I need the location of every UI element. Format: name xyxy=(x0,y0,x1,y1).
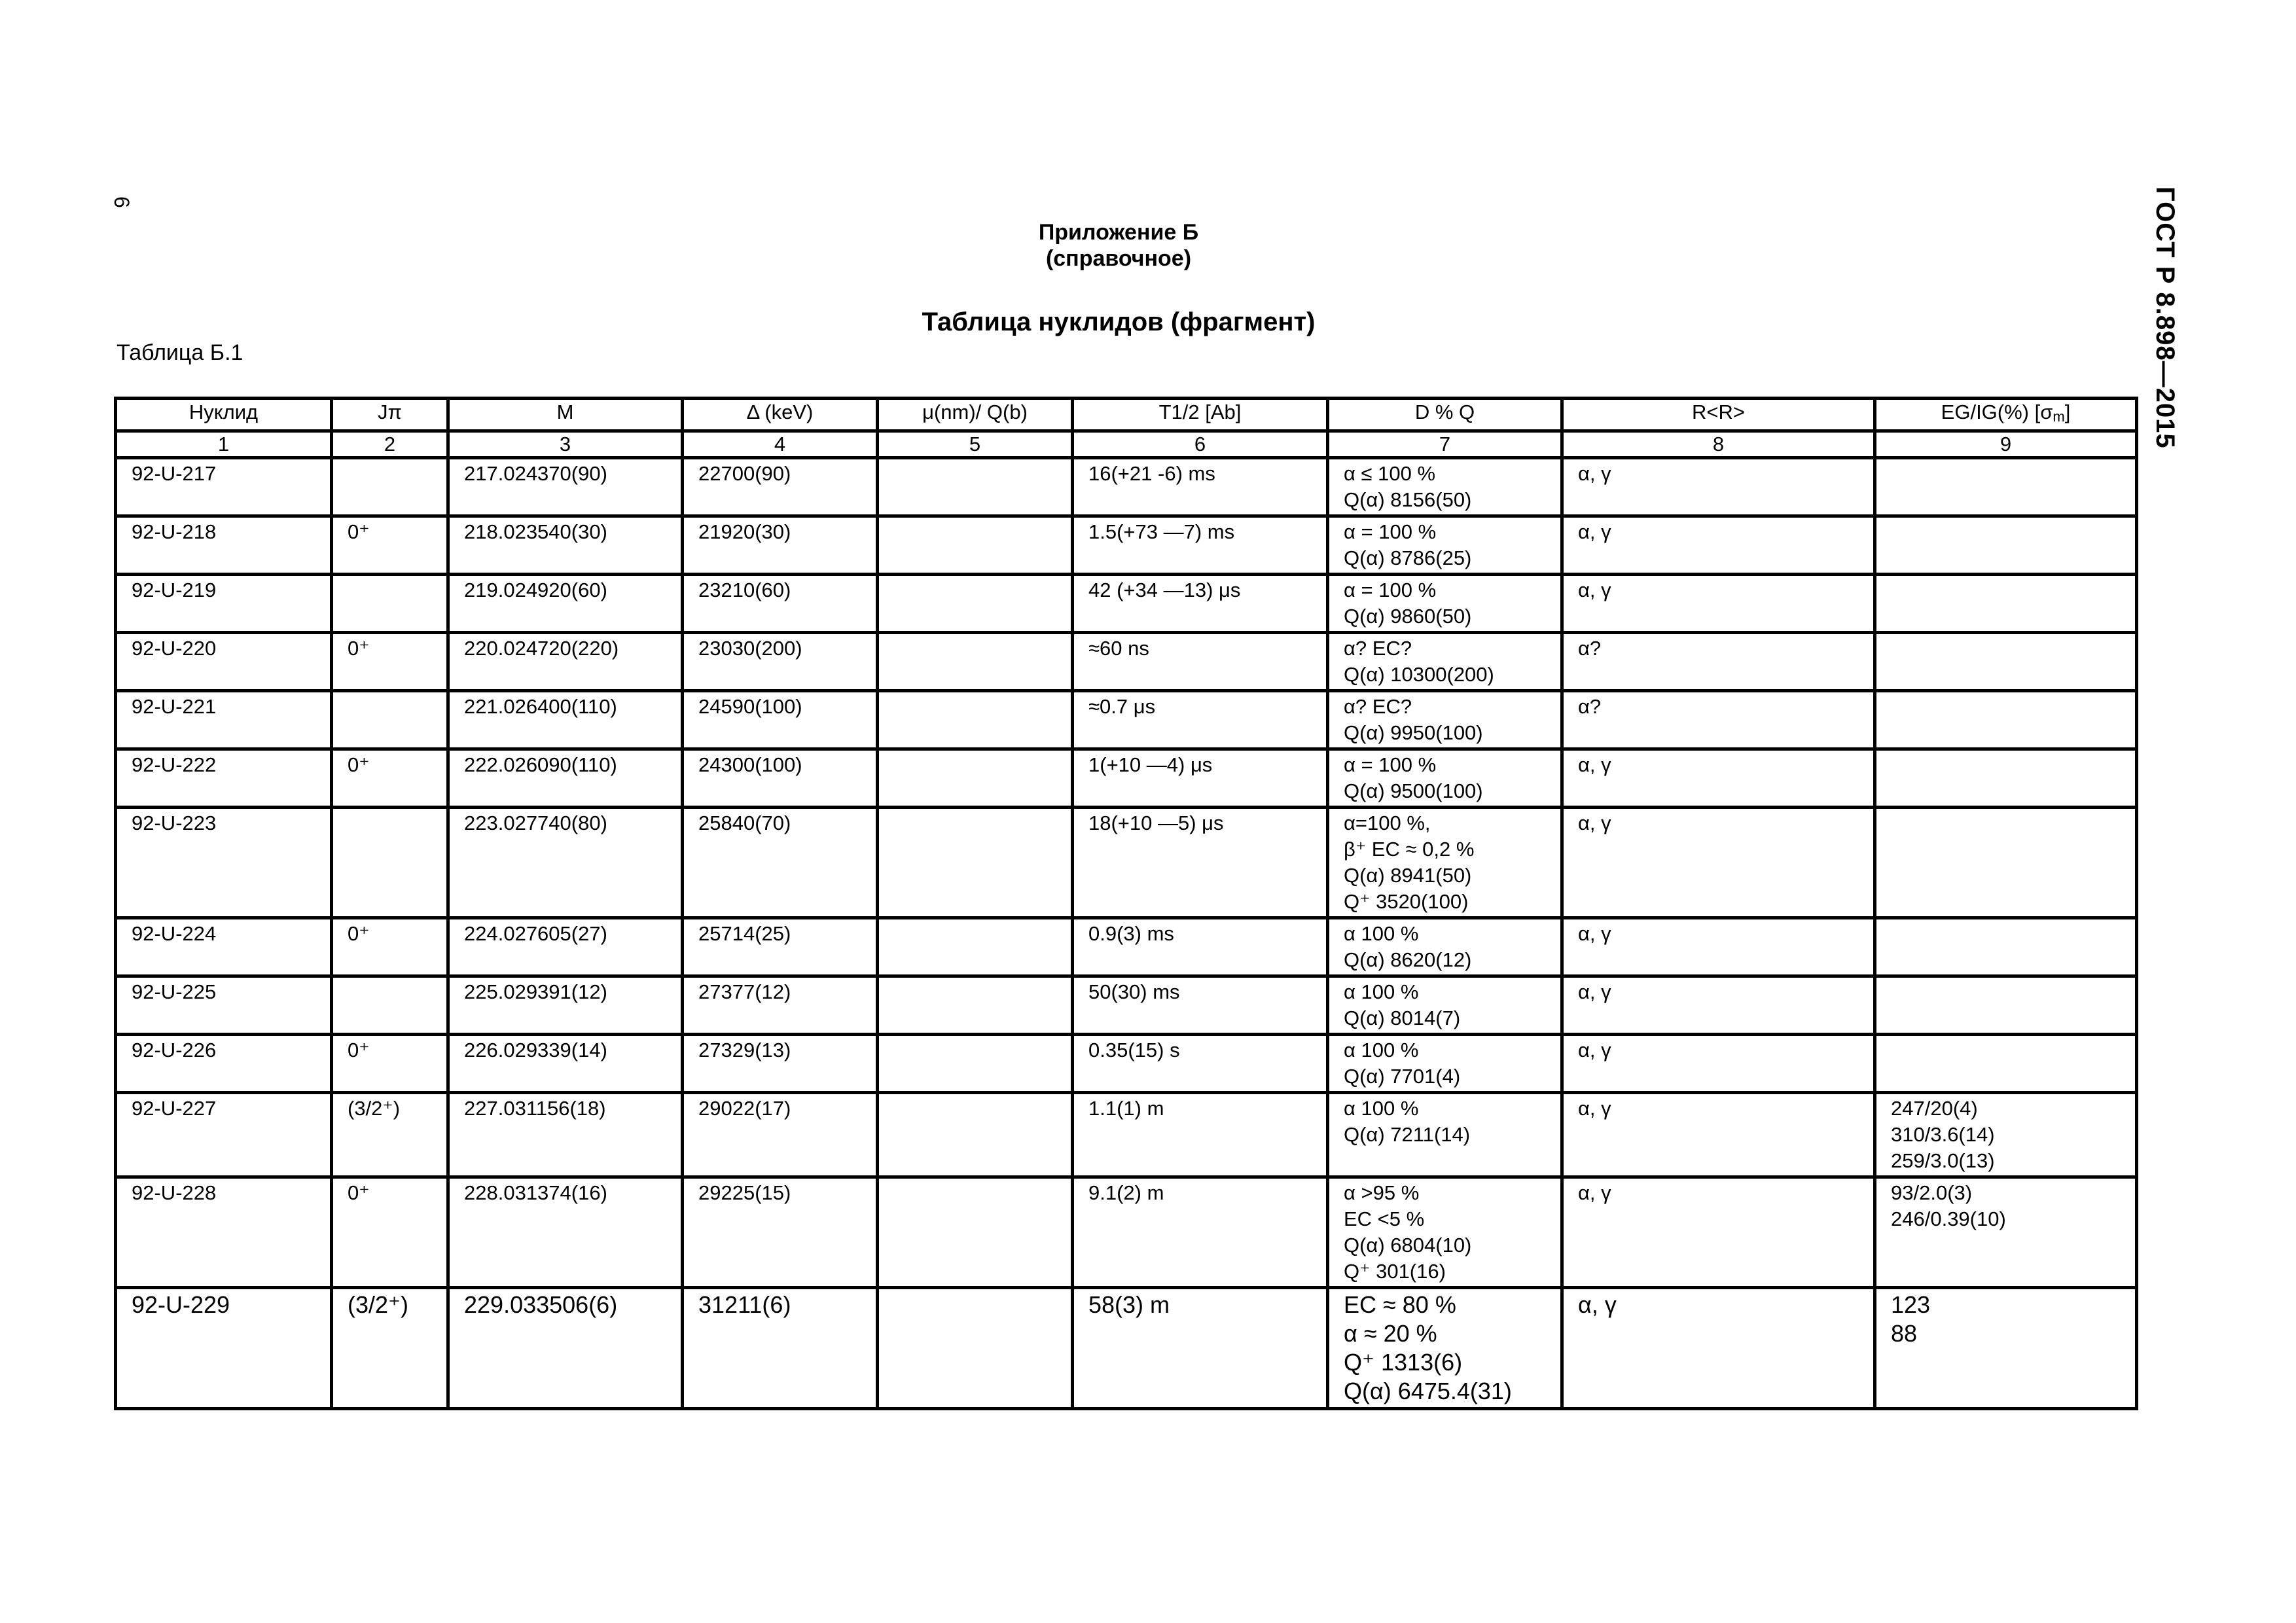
radiation-cell: α, γ xyxy=(1562,516,1875,575)
decay-line: Q(α) 9500(100) xyxy=(1344,779,1483,802)
decay-line: α 100 % xyxy=(1344,922,1419,945)
spin-parity-cell xyxy=(332,458,448,516)
gamma-energy-line: 246/0.39(10) xyxy=(1891,1207,2006,1230)
mass-cell: 217.024370(90) xyxy=(448,458,683,516)
nuclide-cell: 92-U-220 xyxy=(116,633,332,691)
spin-parity-cell: 0⁺ xyxy=(332,918,448,976)
decay-line: Q(α) 9950(100) xyxy=(1344,721,1483,744)
decay-line: α = 100 % xyxy=(1344,753,1437,776)
decay-line: α ≈ 20 % xyxy=(1344,1320,1437,1347)
nuclide-cell: 92-U-217 xyxy=(116,458,332,516)
decay-line: Q⁺ 301(16) xyxy=(1344,1260,1446,1283)
radiation-cell: α, γ xyxy=(1562,1093,1875,1177)
page-number: 6 xyxy=(110,196,134,208)
moment-cell xyxy=(878,749,1073,808)
half-life-cell: 1(+10 —4) μs xyxy=(1073,749,1328,808)
column-number: 5 xyxy=(878,431,1073,458)
decay-line: Q⁺ 3520(100) xyxy=(1344,890,1469,913)
decay-line: α? EC? xyxy=(1344,695,1412,718)
decay-line: α ≤ 100 % xyxy=(1344,462,1436,485)
nuclide-cell: 92-U-226 xyxy=(116,1035,332,1093)
table-header-row xyxy=(116,399,2137,431)
mass-excess-cell: 25714(25) xyxy=(683,918,878,976)
mass-cell: 223.027740(80) xyxy=(448,808,683,918)
radiation-cell: α, γ xyxy=(1562,1177,1875,1288)
half-life-cell: 58(3) m xyxy=(1073,1288,1328,1409)
table-body xyxy=(116,458,2137,1409)
table-label: Таблица Б.1 xyxy=(117,340,243,365)
column-number: 8 xyxy=(1562,431,1875,458)
decay-cell xyxy=(1328,1288,1562,1409)
gamma-energy-line: 259/3.0(13) xyxy=(1891,1149,1995,1172)
moment-cell xyxy=(878,1177,1073,1288)
radiation-cell: α, γ xyxy=(1562,575,1875,633)
moment-cell xyxy=(878,575,1073,633)
table-row xyxy=(116,633,2137,691)
decay-line: α 100 % xyxy=(1344,980,1419,1003)
spin-parity-cell: 0⁺ xyxy=(332,749,448,808)
decay-cell xyxy=(1328,691,1562,749)
table-row xyxy=(116,575,2137,633)
nuclide-cell: 92-U-224 xyxy=(116,918,332,976)
radiation-cell: α, γ xyxy=(1562,976,1875,1035)
decay-line: β⁺ EC ≈ 0,2 % xyxy=(1344,838,1475,861)
header-mu: μ(nm)/ Q(b) xyxy=(878,399,1073,431)
spin-parity-cell: 0⁺ xyxy=(332,1035,448,1093)
mass-cell: 221.026400(110) xyxy=(448,691,683,749)
mass-cell: 222.026090(110) xyxy=(448,749,683,808)
gamma-energy-line: 123 xyxy=(1891,1291,1931,1318)
gamma-energy-cell xyxy=(1875,516,2137,575)
decay-line: α = 100 % xyxy=(1344,579,1437,601)
header-radiation: R<R> xyxy=(1562,399,1875,431)
nuclide-cell: 92-U-223 xyxy=(116,808,332,918)
decay-cell xyxy=(1328,458,1562,516)
table-row xyxy=(116,976,2137,1035)
decay-line: Q(α) 8941(50) xyxy=(1344,864,1472,887)
decay-line: Q⁺ 1313(6) xyxy=(1344,1349,1463,1376)
gamma-energy-line: 310/3.6(14) xyxy=(1891,1123,1995,1146)
decay-line: Q(α) 6804(10) xyxy=(1344,1234,1472,1257)
mass-excess-cell: 25840(70) xyxy=(683,808,878,918)
column-number: 9 xyxy=(1875,431,2137,458)
appendix-subtitle: (справочное) xyxy=(1045,246,1192,271)
spin-parity-cell xyxy=(332,575,448,633)
radiation-cell: α? xyxy=(1562,691,1875,749)
mass-cell: 229.033506(6) xyxy=(448,1288,683,1409)
gamma-energy-cell xyxy=(1875,808,2137,918)
table-row xyxy=(116,1093,2137,1177)
header-nuclide: Нуклид xyxy=(116,399,332,431)
decay-cell xyxy=(1328,1177,1562,1288)
nuclide-cell: 92-U-225 xyxy=(116,976,332,1035)
appendix-title: Приложение Б xyxy=(1038,220,1199,245)
half-life-cell: ≈0.7 μs xyxy=(1073,691,1328,749)
half-life-cell: 0.9(3) ms xyxy=(1073,918,1328,976)
radiation-cell: α, γ xyxy=(1562,808,1875,918)
document-code: ГОСТ Р 8.898—2015 xyxy=(2151,187,2179,449)
half-life-cell: 16(+21 -6) ms xyxy=(1073,458,1328,516)
mass-excess-cell: 24590(100) xyxy=(683,691,878,749)
half-life-cell: 42 (+34 —13) μs xyxy=(1073,575,1328,633)
gamma-energy-cell xyxy=(1875,1093,2137,1177)
table-title: Таблица нуклидов (фрагмент) xyxy=(922,308,1316,336)
gamma-energy-cell xyxy=(1875,691,2137,749)
column-number: 3 xyxy=(448,431,683,458)
table-row xyxy=(116,749,2137,808)
moment-cell xyxy=(878,458,1073,516)
mass-cell: 226.029339(14) xyxy=(448,1035,683,1093)
mass-cell: 220.024720(220) xyxy=(448,633,683,691)
half-life-cell: 1.1(1) m xyxy=(1073,1093,1328,1177)
gamma-energy-line: 88 xyxy=(1891,1320,1918,1347)
decay-line: EC ≈ 80 % xyxy=(1344,1291,1456,1318)
mass-cell: 219.024920(60) xyxy=(448,575,683,633)
radiation-cell: α, γ xyxy=(1562,749,1875,808)
mass-cell: 225.029391(12) xyxy=(448,976,683,1035)
radiation-cell: α, γ xyxy=(1562,458,1875,516)
half-life-cell: ≈60 ns xyxy=(1073,633,1328,691)
nuclide-cell: 92-U-228 xyxy=(116,1177,332,1288)
radiation-cell: α, γ xyxy=(1562,1035,1875,1093)
table-row xyxy=(116,808,2137,918)
header-decay: D % Q xyxy=(1328,399,1562,431)
mass-excess-cell: 23210(60) xyxy=(683,575,878,633)
nuclide-table xyxy=(114,397,2138,1410)
column-number: 6 xyxy=(1073,431,1328,458)
gamma-energy-cell xyxy=(1875,458,2137,516)
mass-excess-cell: 29022(17) xyxy=(683,1093,878,1177)
nuclide-cell: 92-U-221 xyxy=(116,691,332,749)
gamma-energy-cell xyxy=(1875,1177,2137,1288)
header-delta: Δ (keV) xyxy=(683,399,878,431)
moment-cell xyxy=(878,516,1073,575)
header-jpi: Jπ xyxy=(332,399,448,431)
radiation-cell: α, γ xyxy=(1562,918,1875,976)
gamma-energy-line: 247/20(4) xyxy=(1891,1097,1978,1120)
decay-cell xyxy=(1328,976,1562,1035)
gamma-energy-cell xyxy=(1875,976,2137,1035)
table-row xyxy=(116,691,2137,749)
mass-excess-cell: 24300(100) xyxy=(683,749,878,808)
decay-cell xyxy=(1328,1035,1562,1093)
gamma-energy-cell xyxy=(1875,749,2137,808)
decay-line: α >95 % xyxy=(1344,1181,1420,1204)
mass-excess-cell: 29225(15) xyxy=(683,1177,878,1288)
nuclide-cell: 92-U-218 xyxy=(116,516,332,575)
table-row xyxy=(116,1177,2137,1288)
moment-cell xyxy=(878,691,1073,749)
decay-cell xyxy=(1328,918,1562,976)
decay-line: Q(α) 8156(50) xyxy=(1344,488,1472,511)
mass-cell: 224.027605(27) xyxy=(448,918,683,976)
moment-cell xyxy=(878,1093,1073,1177)
decay-cell xyxy=(1328,575,1562,633)
decay-line: Q(α) 8620(12) xyxy=(1344,948,1472,971)
decay-line: Q(α) 8014(7) xyxy=(1344,1007,1461,1029)
decay-cell xyxy=(1328,633,1562,691)
mass-excess-cell: 31211(6) xyxy=(683,1288,878,1409)
radiation-cell: α? xyxy=(1562,633,1875,691)
moment-cell xyxy=(878,976,1073,1035)
spin-parity-cell xyxy=(332,691,448,749)
moment-cell xyxy=(878,1035,1073,1093)
decay-line: Q(α) 8786(25) xyxy=(1344,546,1472,569)
mass-excess-cell: 22700(90) xyxy=(683,458,878,516)
decay-line: Q(α) 9860(50) xyxy=(1344,605,1472,628)
nuclide-cell: 92-U-219 xyxy=(116,575,332,633)
gamma-energy-cell xyxy=(1875,575,2137,633)
table-row xyxy=(116,516,2137,575)
half-life-cell: 18(+10 —5) μs xyxy=(1073,808,1328,918)
column-number: 4 xyxy=(683,431,878,458)
nuclide-cell: 92-U-229 xyxy=(116,1288,332,1409)
half-life-cell: 50(30) ms xyxy=(1073,976,1328,1035)
header-mass: M xyxy=(448,399,683,431)
decay-cell xyxy=(1328,516,1562,575)
mass-excess-cell: 23030(200) xyxy=(683,633,878,691)
half-life-cell: 9.1(2) m xyxy=(1073,1177,1328,1288)
spin-parity-cell: (3/2⁺) xyxy=(332,1288,448,1409)
decay-line: Q(α) 6475.4(31) xyxy=(1344,1378,1512,1404)
column-number: 7 xyxy=(1328,431,1562,458)
half-life-cell: 0.35(15) s xyxy=(1073,1035,1328,1093)
table-row xyxy=(116,1288,2137,1409)
header-eg: EG/IG(%) [σm] xyxy=(1875,399,2137,431)
mass-excess-cell: 21920(30) xyxy=(683,516,878,575)
gamma-energy-cell xyxy=(1875,918,2137,976)
mass-cell: 218.023540(30) xyxy=(448,516,683,575)
table-row xyxy=(116,458,2137,516)
nuclide-cell: 92-U-227 xyxy=(116,1093,332,1177)
table-row xyxy=(116,1035,2137,1093)
spin-parity-cell: 0⁺ xyxy=(332,1177,448,1288)
decay-line: Q(α) 10300(200) xyxy=(1344,663,1494,686)
column-number: 1 xyxy=(116,431,332,458)
decay-line: Q(α) 7211(14) xyxy=(1344,1123,1471,1146)
half-life-cell: 1.5(+73 —7) ms xyxy=(1073,516,1328,575)
gamma-energy-cell xyxy=(1875,633,2137,691)
gamma-energy-line: 93/2.0(3) xyxy=(1891,1181,1973,1204)
radiation-cell: α, γ xyxy=(1562,1288,1875,1409)
mass-cell: 228.031374(16) xyxy=(448,1177,683,1288)
spin-parity-cell xyxy=(332,808,448,918)
spin-parity-cell: 0⁺ xyxy=(332,516,448,575)
decay-cell xyxy=(1328,749,1562,808)
gamma-energy-cell xyxy=(1875,1288,2137,1409)
spin-parity-cell: 0⁺ xyxy=(332,633,448,691)
mass-cell: 227.031156(18) xyxy=(448,1093,683,1177)
decay-line: α 100 % xyxy=(1344,1039,1419,1061)
decay-line: α=100 %, xyxy=(1344,812,1431,834)
table-column-numbers-row xyxy=(116,431,2137,458)
moment-cell xyxy=(878,633,1073,691)
column-number: 2 xyxy=(332,431,448,458)
decay-cell xyxy=(1328,808,1562,918)
decay-line: α 100 % xyxy=(1344,1097,1419,1120)
header-half-life: T1/2 [Ab] xyxy=(1073,399,1328,431)
spin-parity-cell xyxy=(332,976,448,1035)
decay-line: Q(α) 7701(4) xyxy=(1344,1065,1461,1088)
spin-parity-cell: (3/2⁺) xyxy=(332,1093,448,1177)
mass-excess-cell: 27329(13) xyxy=(683,1035,878,1093)
nuclide-cell: 92-U-222 xyxy=(116,749,332,808)
moment-cell xyxy=(878,918,1073,976)
mass-excess-cell: 27377(12) xyxy=(683,976,878,1035)
moment-cell xyxy=(878,1288,1073,1409)
decay-line: α? EC? xyxy=(1344,637,1412,660)
decay-line: α = 100 % xyxy=(1344,520,1437,543)
table-row xyxy=(116,918,2137,976)
gamma-energy-cell xyxy=(1875,1035,2137,1093)
decay-cell xyxy=(1328,1093,1562,1177)
decay-line: EC <5 % xyxy=(1344,1207,1425,1230)
moment-cell xyxy=(878,808,1073,918)
